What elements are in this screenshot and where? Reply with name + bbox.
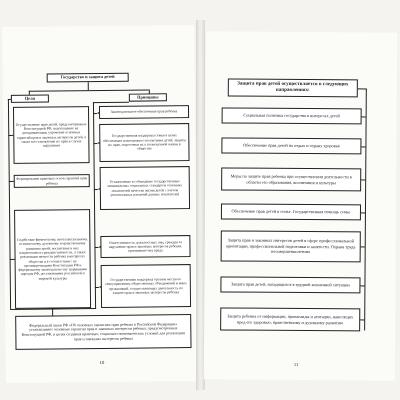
diagram-title: Государство и защита детей (47, 73, 129, 83)
connector (360, 319, 364, 320)
goal-item: Осуществление прав детей, предусмотренных Конституцией РФ, недопущение их дискриминации, упрочение основных гарантий прав и законных интересов детей, а также восстановление их прав в случае нарушения (13, 106, 90, 164)
connector (93, 102, 129, 103)
right-page (204, 31, 397, 380)
connector (94, 189, 98, 190)
connector (9, 181, 14, 182)
principle-item: Ответственность должностных лиц, граждан за нарушение прав и законных интересов ребенка, причинение ему вреда (100, 235, 190, 258)
direction-item: Защита прав детей, находящихся в трудной жизненной ситуации (220, 276, 360, 293)
connector (93, 102, 96, 309)
direction-item: Обеспечение прав детей в семье. Государственная помощь семье (221, 203, 361, 220)
connector (361, 179, 365, 180)
connector (29, 89, 149, 91)
connector (93, 143, 97, 144)
direction-item: Защита прав и законных интересов детей в сфере профессиональной ориентации, профессиональной подготовки и занятости. Охрана труда несовершеннолетних (221, 230, 361, 262)
goal-item: Формирование правовых основ гарантий прав ребенка (14, 174, 90, 188)
connector (8, 99, 11, 309)
left-page (2, 25, 198, 383)
connector (8, 99, 11, 100)
direction-item: Меры по защите прав ребенка при осуществлении деятельности в области его образования, воспитания и культуры (221, 167, 361, 191)
connector (361, 246, 365, 247)
connector (364, 88, 366, 330)
law-footer: Федеральный закон РФ «Об основных гарантиях прав ребенка в Российской Федерации» устанавливает основные гарантии прав и законных интересов ребенка, предусмотренных Конституцией РФ, в целях создания правовых, социально-экономических условий для реализации прав и законных интересов ребенка (15, 314, 191, 350)
principle-item: Государственная поддержка органов местного самоуправления, общественных объединений и иных организаций, осуществляющих деятельность по защите прав и законных интересов ребенка (101, 264, 191, 308)
principle-item: Законодательное обеспечение прав ребенка (99, 105, 189, 119)
principle-item: Государственная поддержка семьи в целях обеспечения полноценного воспитания детей, защиты их прав, подготовки их к полноценной жизни в обществе (99, 123, 189, 162)
connector (361, 146, 365, 147)
direction-item: Социальная политика государства в интересах детей (222, 107, 362, 124)
directions-title: Защита прав детей осуществляется в следующих направлениях: (228, 78, 358, 97)
connector (8, 135, 13, 136)
connector (362, 116, 366, 117)
goal-item: Содействие физическому, интеллектуальному, психическому, духовному и нравственному развитию детей, воспитание в них патриотизма и гражданственности, а также реализации личности ребенка в интересах общества и в соответствии с не противоречащими Конституции РФ и федеральному законодательству традициями народов РФ, достижениями российской и мировой культуры (14, 209, 91, 309)
direction-item: Защита ребенка от информации, пропаганды и агитации, наносящих вред его здоровью, нравственному и духовному развитию (220, 307, 360, 331)
connector (358, 88, 367, 89)
connector (93, 113, 97, 114)
connector (95, 287, 99, 288)
connector (94, 247, 98, 248)
direction-item: Обеспечение прав детей на отдых и охрану здоровья (221, 137, 361, 154)
page-number: 10 (99, 359, 105, 366)
principles-header: Принципы (129, 93, 167, 101)
principle-item: Установление и соблюдение государственных минимальных социальных стандартов основных показателей качества жизни детей с учетом региональных различий данных показателей (100, 166, 190, 210)
connector (10, 308, 96, 310)
connector (52, 308, 53, 315)
goals-header: Цели (11, 95, 49, 103)
connector (361, 212, 365, 213)
page-number: 11 (293, 361, 299, 367)
connector (10, 259, 15, 260)
connector (360, 285, 364, 286)
